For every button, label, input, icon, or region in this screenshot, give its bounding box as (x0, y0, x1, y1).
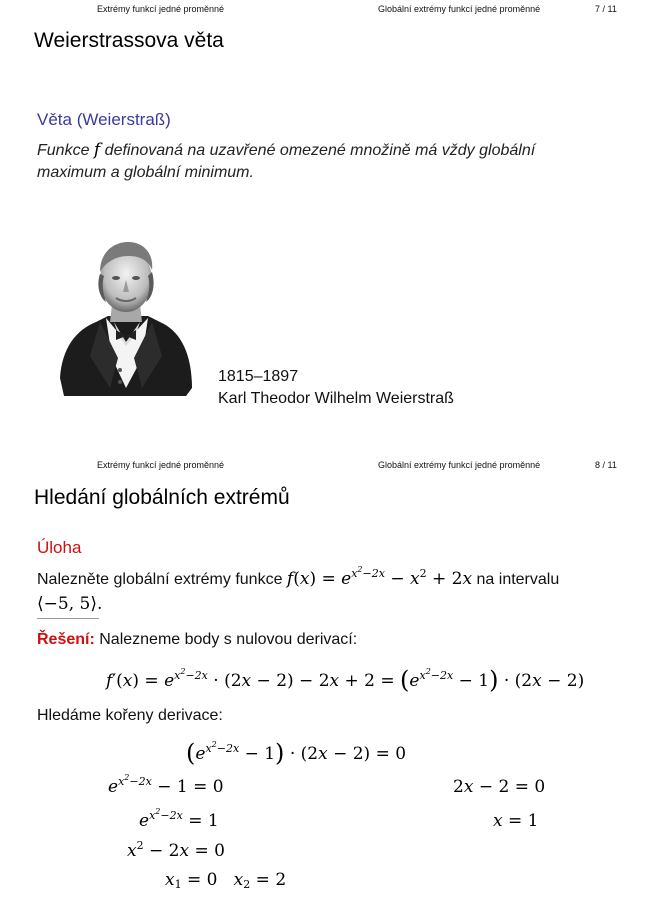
header-section-mid: Globální extrémy funkcí jedné proměnné (378, 460, 541, 470)
page-number: 7 / 11 (595, 4, 617, 14)
header-section-left: Extrémy funkcí jedné proměnné (97, 4, 225, 14)
lifespan-years: 1815–1897 (218, 368, 299, 385)
task-text-part2: na intervalu (476, 571, 560, 588)
slide-title: Hledání globálních extrémů (34, 486, 290, 509)
theorem-title: Věta (Weierstraß) (37, 110, 171, 129)
roots-equation: $(e^{x^2-2x} - 1) \cdot (2x - 2) = 0$ (186, 739, 407, 767)
task-text (37, 565, 560, 589)
quadratic-roots: $x_1 = 0$ $x_2 = 2$ (165, 870, 287, 891)
quadratic-equation: $x^2 - 2x = 0$ (127, 839, 225, 861)
derivative-equation: $f'(x) = e^{x^2-2x} \cdot (2x - 2) - 2x + 2 = (e^{x^2-2x} - 1) \cdot (2x - 2)$ (106, 666, 585, 694)
linear-equation-1: 2x − 2 = 0 (453, 777, 546, 797)
task-function-formula: $f(x) = e^{x^2-2x} - x^2 + 2x$ (286, 565, 473, 589)
solution-line (37, 631, 357, 649)
solution-text: Nalezneme body s nulovou derivací: (99, 631, 358, 648)
task-label: Úloha (37, 538, 82, 557)
exp-equation-1: $e^{x^2-2x} - 1 = 0$ (108, 773, 224, 797)
exp-equation-2: $e^{x^2-2x} = 1$ (139, 807, 219, 831)
header-section-mid: Globální extrémy funkcí jedné proměnné (378, 4, 541, 14)
mathematician-name: Karl Theodor Wilhelm Weierstraß (218, 390, 454, 407)
solution-label: Řešení: (37, 631, 95, 648)
slide-title: Weierstrassova věta (34, 29, 224, 52)
theorem-text-part3: maximum a globální minimum. (37, 164, 254, 181)
header-section-left: Extrémy funkcí jedné proměnné (97, 460, 225, 470)
divider (37, 618, 99, 619)
linear-equation-2: x = 1 (493, 811, 539, 831)
theorem-text-part2: definovaná na uzavřené omezené množině má vždy globální (104, 142, 536, 159)
page-number: 8 / 11 (595, 460, 617, 470)
theorem-text-part1: Funkce (37, 142, 90, 159)
task-text-part1: Nalezněte globální extrémy funkce (37, 571, 283, 588)
theorem-function-symbol: f (93, 140, 101, 160)
task-interval: ⟨−5, 5⟩. (37, 594, 103, 614)
portrait-weierstrass (56, 238, 196, 398)
theorem-text (37, 139, 627, 184)
roots-text: Hledáme kořeny derivace: (37, 707, 223, 724)
